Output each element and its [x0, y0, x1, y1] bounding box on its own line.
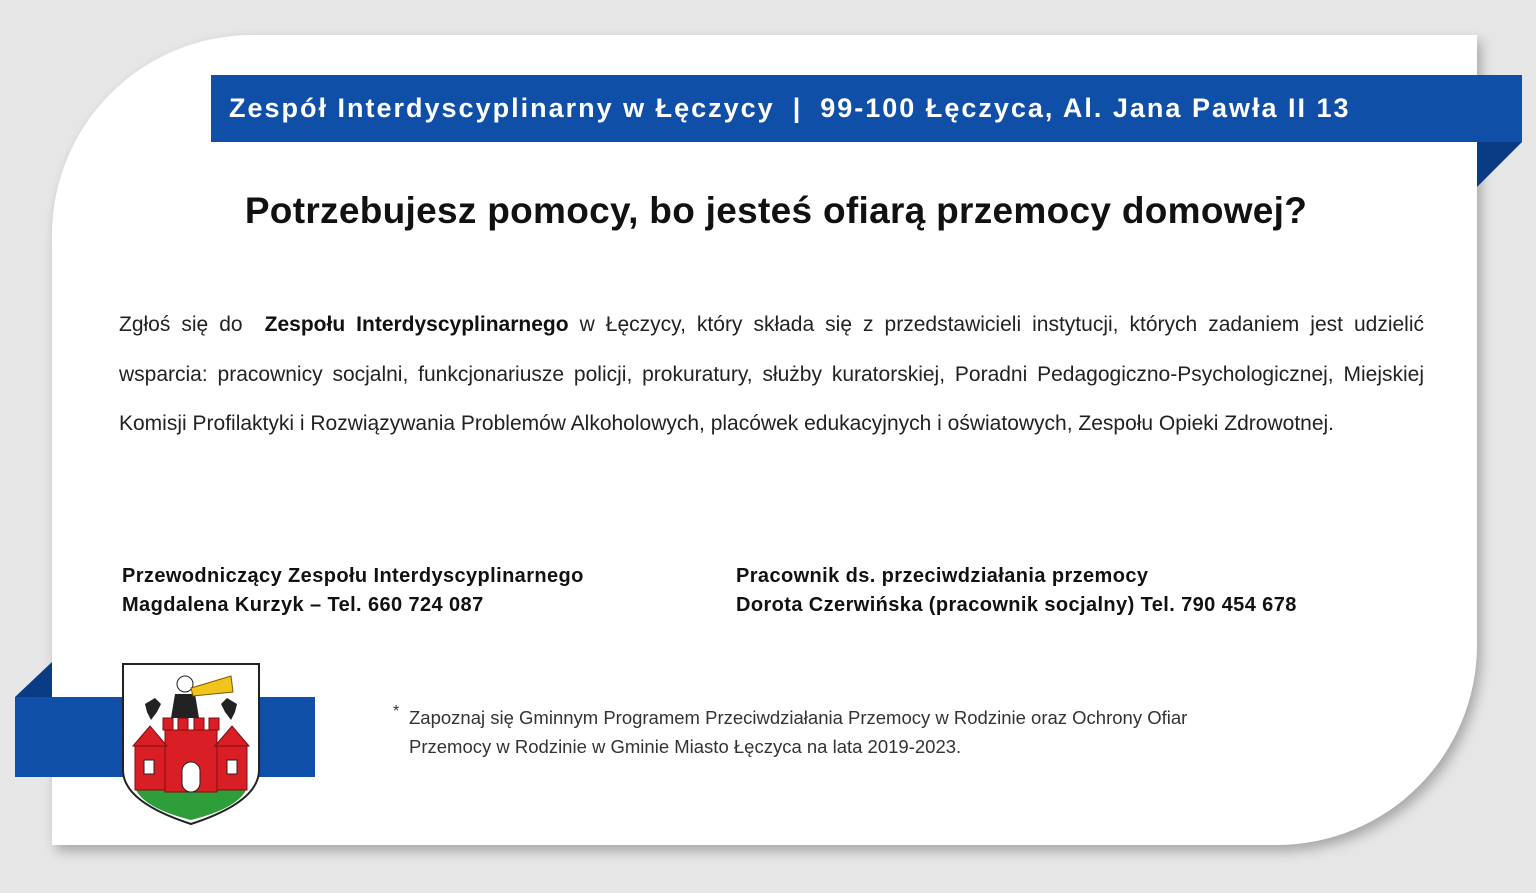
contact-worker: [736, 562, 1297, 620]
page-title: Potrzebujesz pomocy, bo jesteś ofiarą przemocy domowej?: [244, 190, 1308, 231]
contact-chair-person: Magdalena Kurzyk – Tel. 660 724 087: [122, 594, 484, 616]
coat-of-arms-icon: [121, 662, 261, 826]
footnote-marker: *: [393, 703, 400, 720]
footnote-line-1: Zapoznaj się Gminnym Programem Przeciwdziałania Przemocy w Rodzinie oraz Ochrony Ofiar: [409, 707, 1188, 728]
footnote: [393, 703, 1187, 761]
ribbon-fold-top: [1477, 142, 1522, 187]
header-separator: |: [792, 93, 803, 123]
header-address: 99-100 Łęczyca, Al. Jana Pawła II 13: [820, 93, 1351, 123]
body-rest: w Łęczycy, który składa się z przedstawicieli instytucji, których zadaniem jest udzielić wsparcia: pracownicy socjalni, funkcjonariusze policji, prokuratury, służby kuratorskiej, Poradni Pedagogiczno-Psychologicznej, Miejskiej Komisji Profilaktyki i Rozwiązywania Problemów Alkoholowych, placówek edukacyjnych i oświatowych, Zespołu Opieki Zdrowotnej.: [119, 313, 1425, 435]
contact-chair: [122, 562, 584, 620]
body-paragraph: [119, 300, 1424, 449]
ribbon-fold-left: [15, 662, 52, 697]
footnote-line-2: Przemocy w Rodzinie w Gminie Miasto Łęczyca na lata 2019-2023.: [409, 736, 962, 757]
body-lead: Zgłoś się do: [119, 313, 243, 336]
contact-chair-title: Przewodniczący Zespołu Interdyscyplinarnego: [122, 565, 584, 587]
body-bold: Zespołu Interdyscyplinarnego: [264, 313, 569, 336]
contact-worker-title: Pracownik ds. przeciwdziałania przemocy: [736, 565, 1149, 587]
header-ribbon: [211, 75, 1522, 142]
contact-worker-person: Dorota Czerwińska (pracownik socjalny) Tel. 790 454 678: [736, 594, 1297, 616]
header-org: Zespół Interdyscyplinarny w Łęczycy: [229, 93, 775, 123]
